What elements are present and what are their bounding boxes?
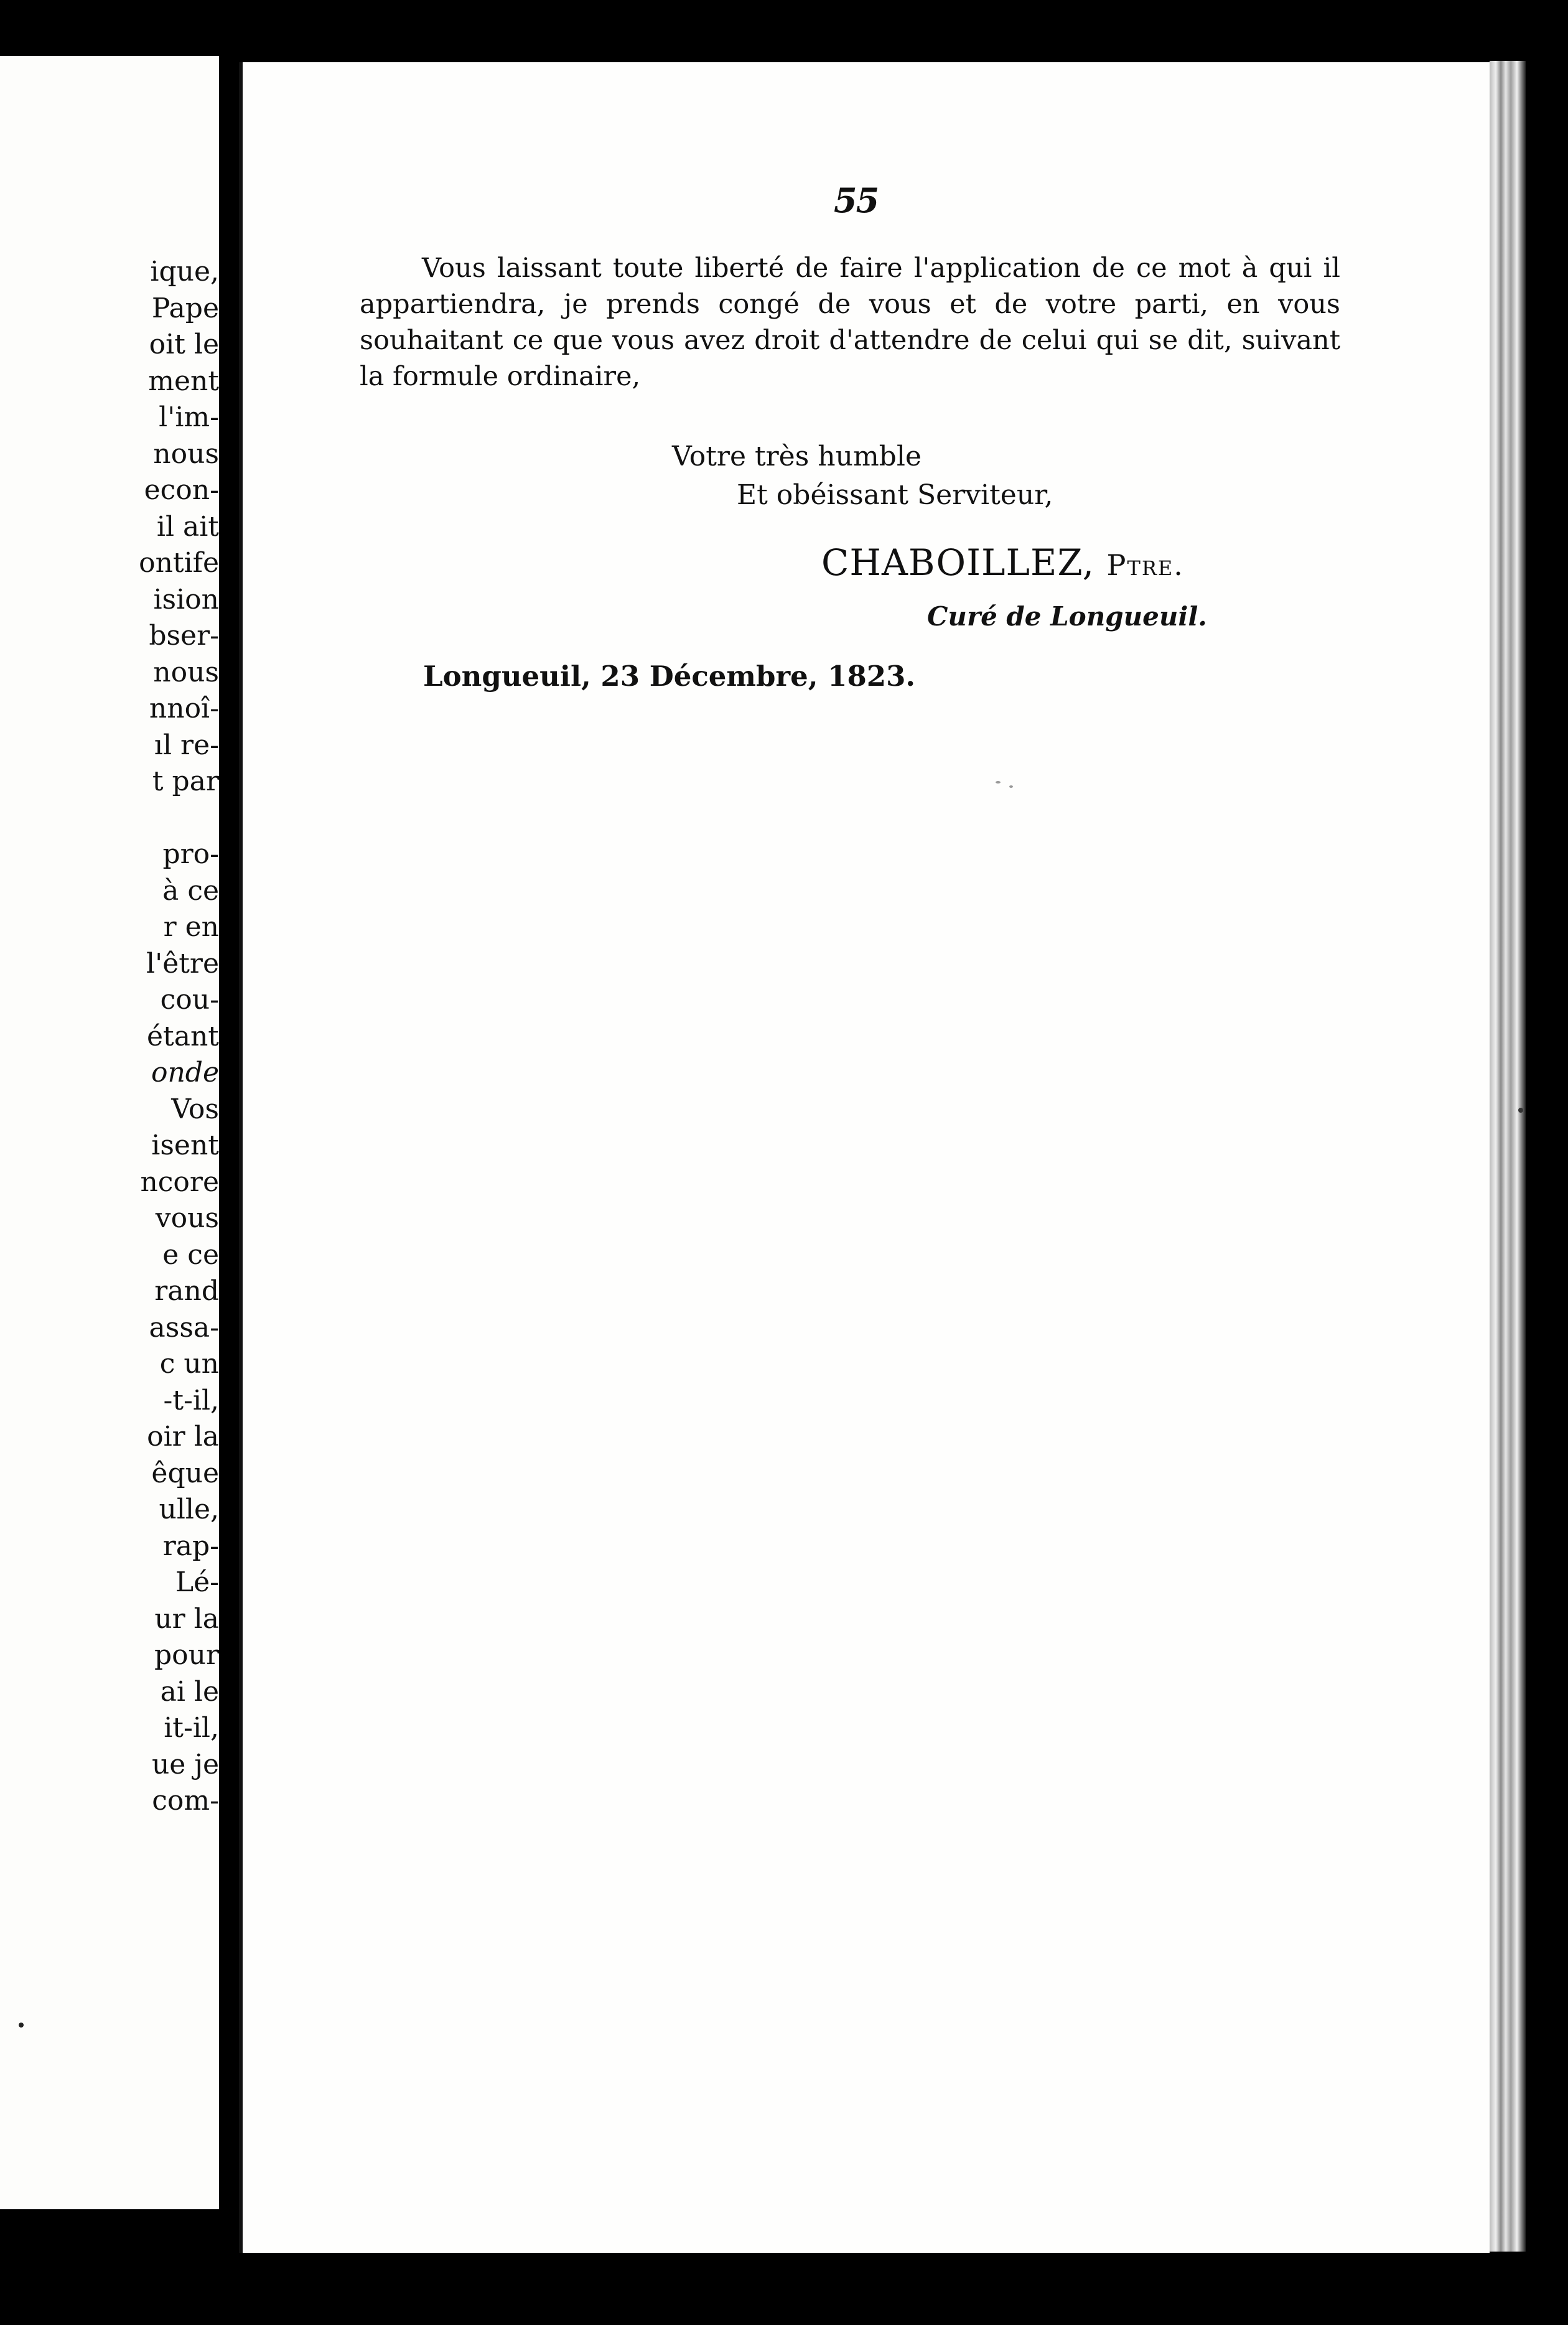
ink-dot bbox=[19, 2023, 24, 2028]
closing-line-2: Et obéissant Serviteur, bbox=[737, 479, 1053, 511]
facing-page-line: ur la bbox=[154, 1602, 219, 1635]
facing-page-line: ıl re- bbox=[154, 729, 219, 761]
facing-page-line: ment bbox=[148, 365, 219, 397]
facing-page-line: l'im- bbox=[159, 401, 219, 433]
facing-page-line: ai le bbox=[160, 1675, 219, 1708]
facing-page-line: cou- bbox=[160, 984, 219, 1016]
facing-page-line: rap- bbox=[162, 1530, 219, 1562]
facing-page-line: e ce bbox=[162, 1238, 219, 1271]
facing-page-line: econ- bbox=[144, 474, 219, 506]
facing-page-line: ique, bbox=[150, 256, 219, 288]
facing-page-line: Vos bbox=[171, 1093, 219, 1125]
facing-page-line: t par bbox=[152, 765, 219, 797]
facing-page-line: onde bbox=[151, 1057, 219, 1088]
facing-page-line: Pape bbox=[151, 292, 219, 324]
facing-page-line: pro- bbox=[162, 838, 219, 870]
facing-page-line: Lé- bbox=[175, 1566, 219, 1598]
facing-page-line: bser- bbox=[149, 620, 219, 652]
facing-page-line: l'être bbox=[146, 947, 219, 980]
facing-page-line: étant bbox=[147, 1020, 219, 1052]
page-stack-edge bbox=[1490, 61, 1526, 2252]
facing-page-line: ncore bbox=[140, 1166, 219, 1198]
facing-page-line: pour bbox=[154, 1639, 219, 1671]
facing-page-left bbox=[0, 56, 219, 2209]
signature-role: Curé de Longueuil. bbox=[927, 601, 1207, 632]
paper-speck bbox=[1518, 1108, 1523, 1113]
paper-speck bbox=[996, 781, 1001, 784]
facing-page-line: ulle, bbox=[159, 1494, 219, 1525]
facing-page-line: assa- bbox=[149, 1311, 219, 1344]
facing-page-line: ontife bbox=[139, 547, 219, 579]
facing-page-line: rand bbox=[154, 1275, 219, 1307]
paper-speck bbox=[1009, 785, 1013, 788]
dateline: Longueuil, 23 Décembre, 1823. bbox=[423, 660, 916, 693]
facing-page-line: oit le bbox=[149, 329, 219, 360]
facing-page-line: vous bbox=[155, 1202, 219, 1234]
facing-page-line: isent bbox=[151, 1130, 219, 1161]
closing-line-1: Votre très humble bbox=[672, 441, 922, 472]
facing-page-line: nous bbox=[153, 437, 219, 470]
facing-page-line: à ce bbox=[162, 874, 219, 907]
body-paragraph: Vous laissant toute liberté de faire l'application de ce mot à qui il appartiendra, je prends congé de vous et de votre parti, en vous souhaitant ce que vous avez droit d'attendre de celui qui se dit, suivant la formule ordinaire, bbox=[360, 253, 1340, 392]
facing-page-line: il ait bbox=[156, 510, 219, 543]
facing-page-line: nnoî- bbox=[149, 693, 219, 724]
facing-page-line: c un bbox=[159, 1348, 219, 1380]
facing-page-line bbox=[0, 800, 219, 837]
signature bbox=[821, 541, 1184, 584]
signature-title: Ptre. bbox=[1106, 548, 1184, 582]
facing-page-line: com- bbox=[152, 1785, 219, 1817]
facing-page-line: ision bbox=[153, 583, 219, 615]
facing-page-line: nous bbox=[153, 656, 219, 688]
facing-page-line: it-il, bbox=[164, 1712, 219, 1744]
facing-page-text-fragments bbox=[0, 254, 219, 1820]
facing-page-line: oir la bbox=[147, 1421, 219, 1453]
signature-name: CHABOILLEZ, bbox=[821, 541, 1095, 584]
facing-page-line: r en bbox=[163, 911, 219, 943]
facing-page-line: -t-il, bbox=[163, 1384, 219, 1416]
page-number: 55 bbox=[834, 180, 879, 220]
facing-page-line: êque bbox=[151, 1457, 219, 1489]
facing-page-line: ue je bbox=[151, 1748, 219, 1780]
